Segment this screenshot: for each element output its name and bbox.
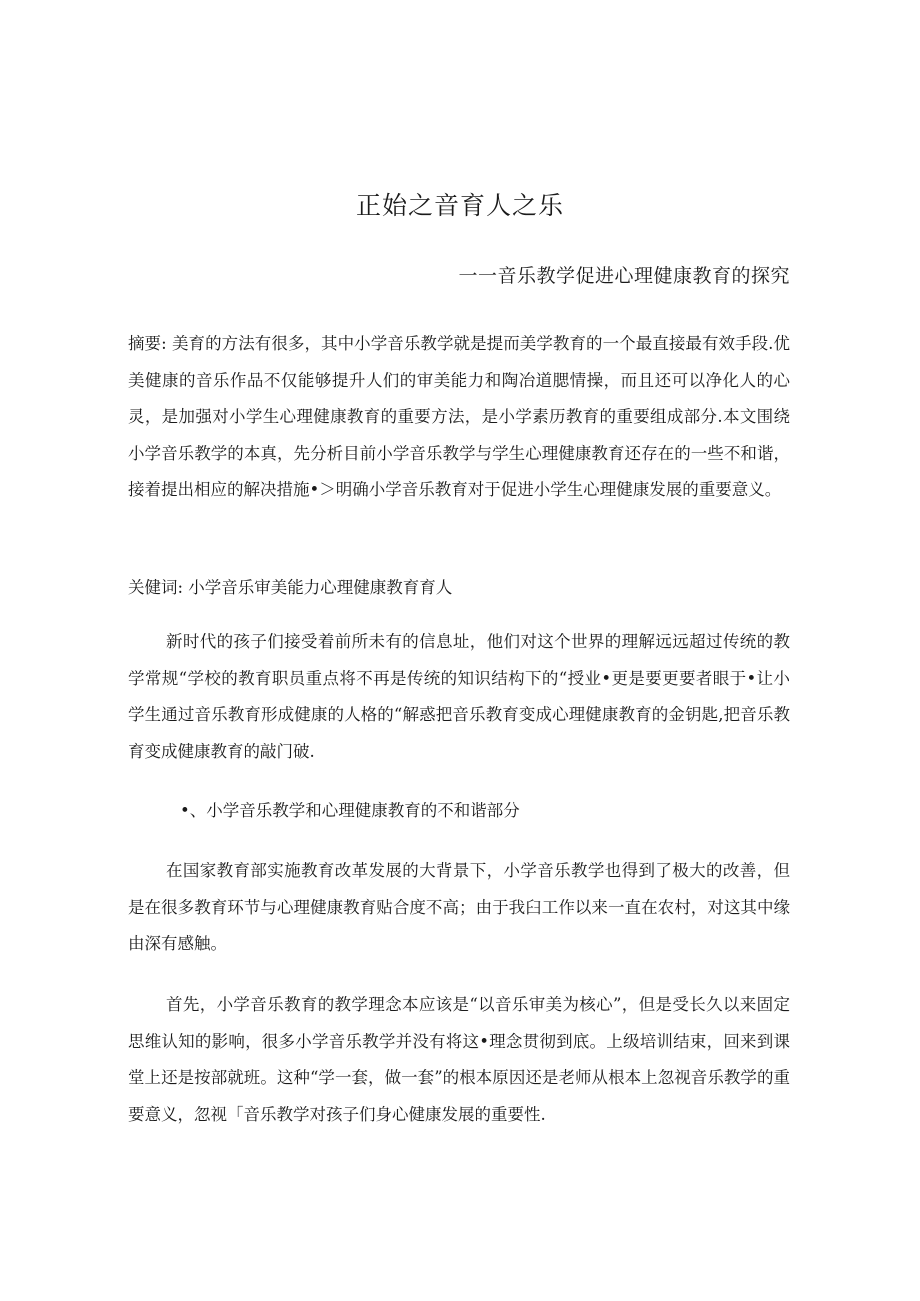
body-paragraph-2: 首先，小学音乐教育的教学理念本应该是“以音乐审美为核心”，但是受长久以来固定思维认知的影响，很多小学音乐教学并没有将这•理念贯彻到底。上级培训结束，回来到课堂上还是按部就班。这种“学一套，做一套”的根本原因还是老师从根本上忽视音乐教学的重要意义，忽视「音乐教学对孩子们身心健康发展的重要性. [128, 995, 790, 1124]
section-heading: •、小学音乐教学和心理健康教育的不和谐部分 [180, 801, 520, 820]
body-paragraph-1: 在国家教育部实施教育改革发展的大背景下，小学音乐教学也得到了极大的改善，但是在很多教育环节与心理健康教育贴合度不高；由于我臼工作以来一直在农村，对这其中缘由深有感触。 [128, 861, 790, 953]
document-subtitle: 一一音乐教学促进心理健康教育的探究 [458, 265, 790, 287]
keywords-line [128, 570, 790, 607]
keywords-label: 关健词: [128, 578, 184, 597]
abstract-label: 摘要: [128, 334, 167, 353]
document-title: 正始之音育人之乐 [355, 191, 564, 220]
intro-paragraph: 新时代的孩子们接受着前所未有的信息址，他们对这个世界的理解远远超过传统的教学常规“学校的教育职员重点将不再是传统的知识结构下的“授业•更是要更要者眼于•让小学生通过音乐教育形成健康的人格的“解惑把音乐教育变成心理健康教育的金钥匙,把音乐教育变成健康教育的敲门破. [128, 632, 790, 761]
abstract-paragraph [128, 326, 790, 509]
keywords-text: 小学音乐审美能力心理健康教育育人 [183, 578, 453, 597]
abstract-text: 美育的方法有很多，其中小学音乐教学就是提而美学教育的一个最直接最有效手段.优美健康的音乐作品不仅能够提升人们的审美能力和陶冶道腮情操，而且还可以净化人的心灵，是加强对小学生心理健康教育的重要方法，是小学素历教育的重要组成部分.本文围绕小学音乐教学的本真，先分析目前小学音乐教学与学生心理健康教育还存在的一些不和谐，接着提出相应的解决措施•＞明确小学音乐教育对于促进小学生心理健康发展的重要意义。 [128, 334, 790, 499]
